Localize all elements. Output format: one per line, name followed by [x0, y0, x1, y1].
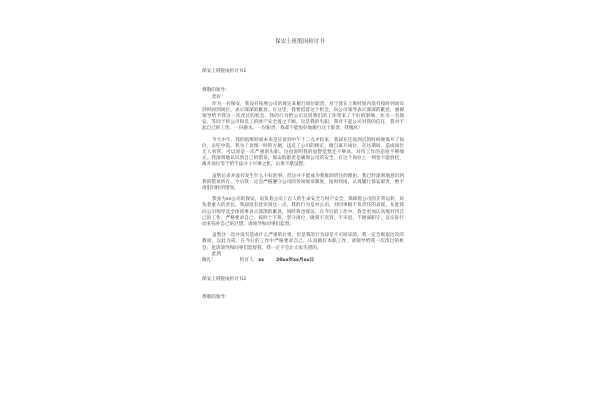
closing-phrase: 此致: [212, 251, 222, 257]
body-paragraph-2: 今天中午，我的值班时间本来是应该到中午十二点才结束，我却在还没到点的时候便离开了岗位，去吃中饭。我为了贪图一时的方便，违反了公司的规定，擅自离开岗位，在这期间，造成岗位无人看管，可以说是一次严重的失职。这也说明我的思想觉悟还不够高，对待工作的态度不够端正。我深刻地认识到自己的错误，保安的职责是确保公司的安全，在这个岗位上一刻也不能放松，离开岗位等于给不法分子可乘之机，后果不堪设想。: [202, 137, 404, 168]
body-paragraph-4: 我身为xx公司的保安，肩负着公司上百人的生命安全与财产安全，保障着公司的正常运转，肩负着重大的责任，我却没有意识到这一点，我的行为是对公司、对同事极不负责任的表现。在此我向公司领导及全体同事表示深深的歉意，同时我也保证，在今后的工作中，我会更加认真地对待自己的工作，严格要求自己，按时上下班，坚守岗位，做到不迟到、不早退、不擅离职守，以实际行动来弥补自己的过错，请领导和同事们监督。: [202, 197, 404, 228]
salutation: 尊敬的领导：: [202, 88, 230, 94]
body-paragraph-1: 作为一名保安，我没有按照公司的规定来履行岗位职责，对于我在上班时间内没有按时到岗及到时回到岗位，表示深深的歉意。在这里，我要借着这个机会，向公司领导表示深深的歉意，感谢领导给予我这一次改过的机会。我的行为给公司及同事们的工作带来了不好的影响，作为一名保安，等同于将公司和员工的财产安全置之不顾，这是我的失职，我对不起公司对我的信任，我对不起自己的工作，一份薪水，一份职责，我却不能很好地履行这个职责，我愧疚！: [202, 101, 404, 132]
document-content: [202, 69, 404, 303]
body-paragraph-5: 虽然这一次并没有造成什么严重的后果，但是我的行为却是不可原谅的，我一定会吸取这次的教训，以此为戒，在今后的工作中严格要求自己，认真做好本职工作，请领导给我一次改过的机会，也请领导和同事们监督我，我一定不会让大家失望的。: [202, 233, 404, 251]
body-paragraph-3: 虽然后来并没有发生什么不好的事，但这并不能成为我推卸责任的理由，我已经深刻地意识到我的错误所在，今后我一定会严格遵守公司的各项规章制度，按时到岗，认真履行保安职责，绝不再犯同样的错误。: [202, 173, 404, 192]
closing-salute: 敬礼！: [202, 258, 216, 264]
section-heading-2: 保安上班脱岗检讨书2: [202, 277, 247, 283]
salutation-2: 尊敬的领导：: [202, 295, 230, 301]
document-title: 保安上班脱岗检讨书: [275, 39, 325, 45]
section-heading-1: 保安上班脱岗检讨书1: [202, 69, 247, 74]
signature-date: 20xx年xx月xx日: [276, 258, 315, 264]
signature-name: xx: [258, 258, 265, 264]
signature-label: 检讨人：: [239, 258, 259, 264]
greeting-paragraph: 您好！: [212, 95, 226, 101]
signature-row: [202, 258, 404, 264]
